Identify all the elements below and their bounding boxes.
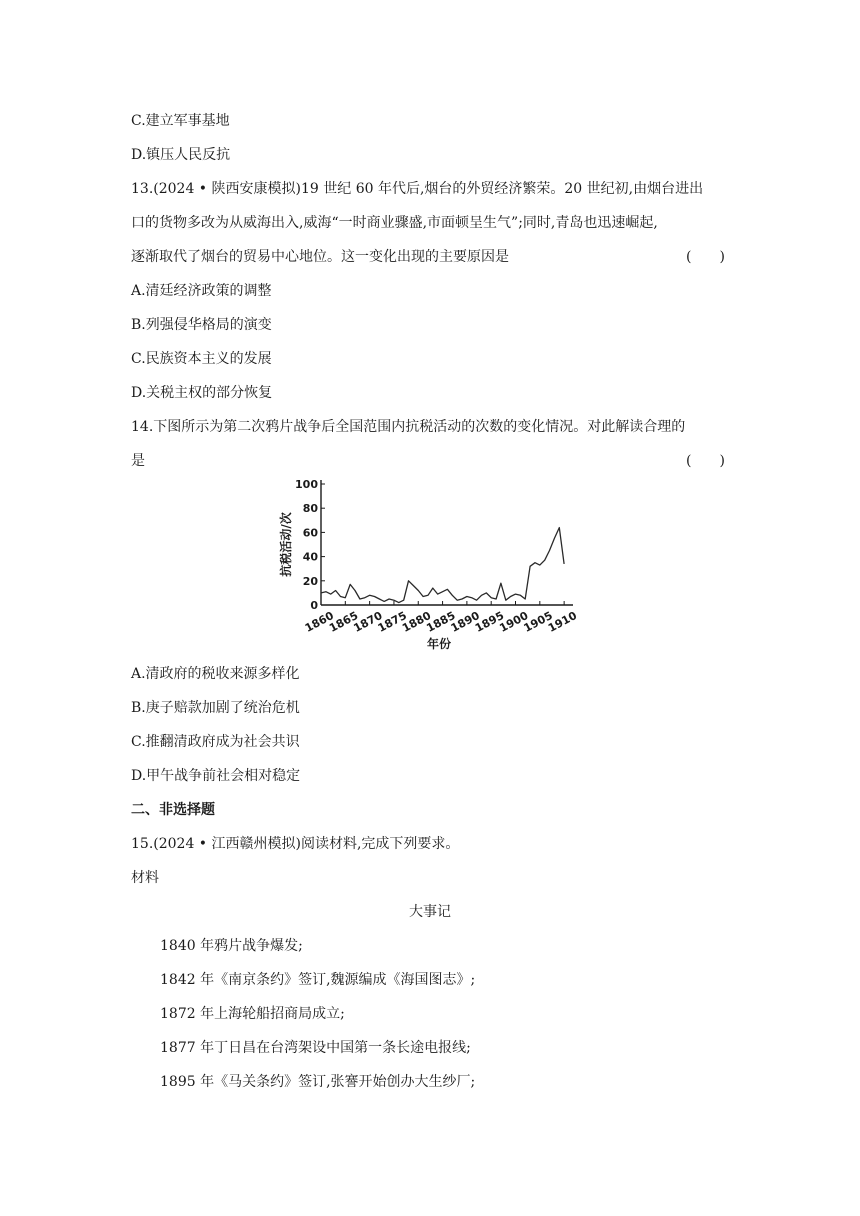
x-tick-label: 1880: [400, 608, 434, 635]
q14-answer-blank[interactable]: ( ): [686, 453, 725, 469]
x-tick-label: 1905: [521, 608, 555, 635]
q14-option-a[interactable]: A.清政府的税收来源多样化: [131, 666, 300, 682]
x-tick-label: 1875: [375, 608, 409, 635]
x-tick-label: 1890: [448, 608, 482, 635]
section-heading: 二、非选择题: [131, 802, 215, 818]
q14-stem-line1: 14.下图所示为第二次鸦片战争后全国范围内抗税活动的次数的变化情况。对此解读合理的: [131, 419, 686, 435]
event-item: 1877 年丁日昌在台湾架设中国第一条长途电报线;: [160, 1040, 471, 1056]
q14-option-d[interactable]: D.甲午战争前社会相对稳定: [131, 768, 301, 784]
tax-resistance-series-line: [321, 528, 564, 603]
q13-option-d[interactable]: D.关税主权的部分恢复: [131, 385, 273, 401]
q12-option-c[interactable]: C.建立军事基地: [131, 113, 230, 129]
event-item: 1840 年鸦片战争爆发;: [160, 938, 303, 954]
q14-option-b[interactable]: B.庚子赔款加剧了统治危机: [131, 700, 300, 716]
y-tick-label: 40: [302, 550, 318, 564]
q13-stem-line2: 口的货物多改为从威海出入,威海“一时商业骤盛,市面顿呈生气”;同时,青岛也迅速崛起,: [131, 215, 658, 231]
event-item: 1895 年《马关条约》签订,张謇开始创办大生纱厂;: [160, 1074, 476, 1090]
q13-stem-line3: 逐渐取代了烟台的贸易中心地位。这一变化出现的主要原因是: [131, 249, 509, 265]
y-tick-label: 20: [302, 574, 318, 588]
x-tick-label: 1885: [424, 608, 458, 635]
y-tick-label: 0: [310, 599, 318, 612]
x-axis-ticks: [303, 601, 580, 635]
y-tick-label: 100: [295, 478, 318, 491]
x-tick-label: 1870: [351, 608, 385, 635]
q13-option-a[interactable]: A.清廷经济政策的调整: [131, 283, 272, 299]
y-tick-label: 80: [302, 502, 318, 516]
q13-stem-line1: 13.(2024 • 陕西安康模拟)19 世纪 60 年代后,烟台的外贸经济繁荣。20 世纪初,由烟台进出: [131, 181, 704, 197]
y-tick-label: 60: [302, 526, 318, 540]
x-tick-label: 1865: [327, 608, 361, 635]
event-item: 1842 年《南京条约》签订,魏源编成《海国图志》;: [160, 972, 476, 988]
x-axis-label: 年份: [426, 637, 452, 651]
events-title: 大事记: [409, 904, 451, 920]
q14-option-c[interactable]: C.推翻清政府成为社会共识: [131, 734, 300, 750]
q12-option-d[interactable]: D.镇压人民反抗: [131, 147, 231, 163]
q15-stem: 15.(2024 • 江西赣州模拟)阅读材料,完成下列要求。: [131, 836, 460, 852]
q13-option-c[interactable]: C.民族资本主义的发展: [131, 351, 272, 367]
q13-answer-blank[interactable]: ( ): [686, 249, 725, 265]
q14-stem-line2: 是: [131, 453, 145, 469]
q13-option-b[interactable]: B.列强侵华格局的演变: [131, 317, 272, 333]
y-axis-label: 抗税活动/次: [279, 512, 293, 577]
x-tick-label: 1895: [472, 608, 507, 635]
event-item: 1872 年上海轮船招商局成立;: [160, 1006, 345, 1022]
x-tick-label: 1910: [545, 608, 580, 635]
tax-resistance-line-chart: [276, 474, 586, 652]
x-tick-label: 1900: [497, 608, 531, 635]
material-label: 材料: [131, 870, 159, 886]
x-tick-label: 1860: [302, 608, 336, 635]
